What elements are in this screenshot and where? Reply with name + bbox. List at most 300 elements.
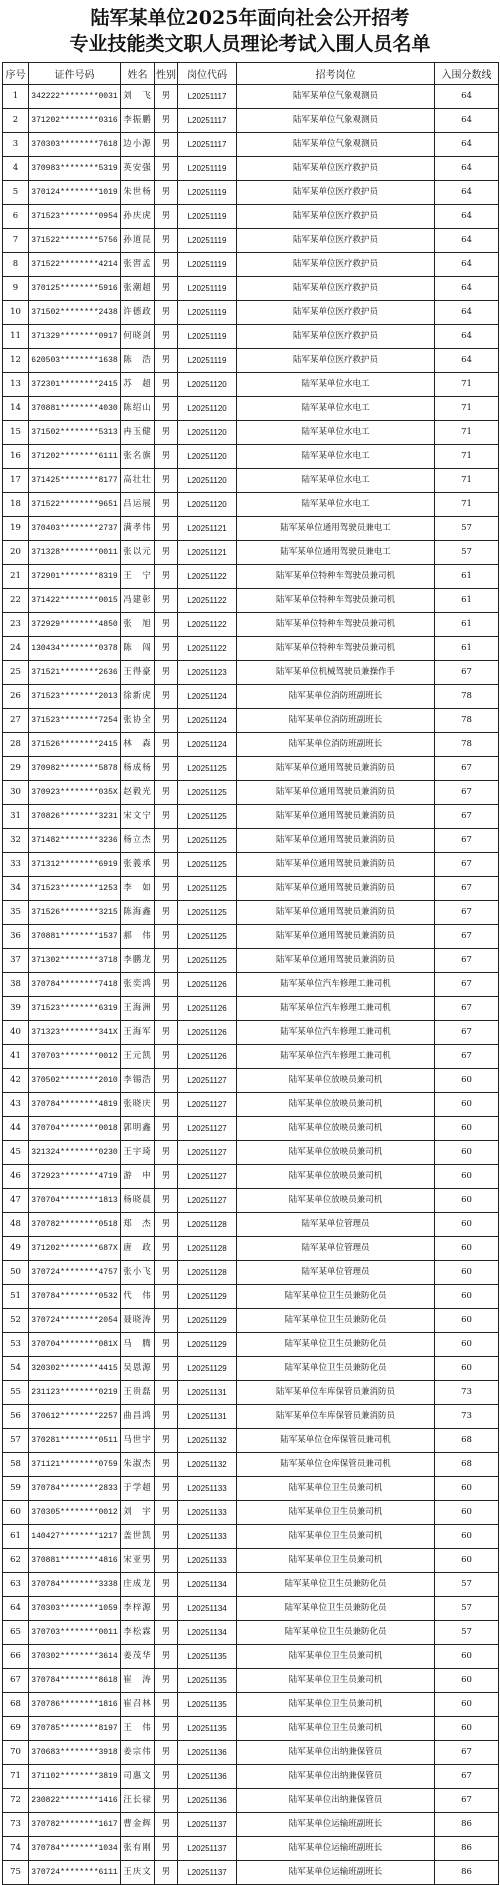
cell-post-code: L20251129 — [178, 1357, 237, 1381]
cell-index: 72 — [3, 1789, 29, 1813]
cell-name: 崔 涛 — [121, 1669, 155, 1693]
cell-post-code: L20251122 — [178, 613, 237, 637]
table-row — [3, 1765, 499, 1789]
table-row — [3, 133, 499, 157]
cell-post: 陆军某单位医疗救护员 — [237, 205, 435, 229]
cell-score-line: 67 — [435, 1765, 499, 1789]
cell-post: 陆军某单位水电工 — [237, 397, 435, 421]
cell-index: 58 — [3, 1453, 29, 1477]
cell-name: 张晓庆 — [121, 1093, 155, 1117]
cell-post-code: L20251137 — [178, 1837, 237, 1861]
cell-index: 31 — [3, 805, 29, 829]
cell-name: 王海洲 — [121, 997, 155, 1021]
cell-gender: 男 — [155, 277, 178, 301]
cell-gender: 男 — [155, 1813, 178, 1837]
cell-name: 陈 浩 — [121, 349, 155, 373]
cell-index: 41 — [3, 1045, 29, 1069]
cell-score-line: 73 — [435, 1381, 499, 1405]
cell-id-number: 370124********1019 — [29, 181, 121, 205]
cell-index: 64 — [3, 1597, 29, 1621]
cell-id-number: 370502********2010 — [29, 1069, 121, 1093]
cell-post-code: L20251122 — [178, 589, 237, 613]
cell-score-line: 61 — [435, 613, 499, 637]
cell-post: 陆军某单位卫生员兼防化员 — [237, 1621, 435, 1645]
table-row — [3, 1645, 499, 1669]
cell-post: 陆军某单位特种车驾驶员兼司机 — [237, 565, 435, 589]
cell-post-code: L20251120 — [178, 493, 237, 517]
cell-id-number: 370784********2833 — [29, 1477, 121, 1501]
cell-post: 陆军某单位卫生员兼防化员 — [237, 1309, 435, 1333]
cell-post-code: L20251134 — [178, 1573, 237, 1597]
cell-name: 边小源 — [121, 133, 155, 157]
cell-id-number: 370305********0012 — [29, 1501, 121, 1525]
cell-post: 陆军某单位汽车修理工兼司机 — [237, 973, 435, 997]
cell-id-number: 371523********1253 — [29, 877, 121, 901]
cell-gender: 男 — [155, 1405, 178, 1429]
cell-index: 44 — [3, 1117, 29, 1141]
cell-id-number: 140427********1217 — [29, 1525, 121, 1549]
table-row — [3, 973, 499, 997]
cell-score-line: 67 — [435, 901, 499, 925]
candidate-table — [2, 62, 499, 1885]
cell-post-code: L20251124 — [178, 685, 237, 709]
cell-name: 李鹏龙 — [121, 949, 155, 973]
cell-gender: 男 — [155, 1453, 178, 1477]
cell-post: 陆军某单位运输班副班长 — [237, 1813, 435, 1837]
cell-post-code: L20251125 — [178, 781, 237, 805]
cell-post-code: L20251126 — [178, 997, 237, 1021]
cell-post-code: L20251128 — [178, 1237, 237, 1261]
cell-name: 高壮壮 — [121, 469, 155, 493]
cell-name: 杨成杨 — [121, 757, 155, 781]
cell-post: 陆军某单位医疗救护员 — [237, 301, 435, 325]
table-row — [3, 181, 499, 205]
cell-id-number: 371202********687X — [29, 1237, 121, 1261]
cell-id-number: 371121********0759 — [29, 1453, 121, 1477]
cell-index: 75 — [3, 1861, 29, 1885]
cell-post-code: L20251132 — [178, 1429, 237, 1453]
cell-id-number: 370403********2737 — [29, 517, 121, 541]
cell-post-code: L20251122 — [178, 565, 237, 589]
cell-gender: 男 — [155, 373, 178, 397]
cell-gender: 男 — [155, 205, 178, 229]
cell-name: 张小飞 — [121, 1261, 155, 1285]
table-row — [3, 1237, 499, 1261]
cell-gender: 男 — [155, 1861, 178, 1885]
cell-post: 陆军某单位机械驾驶员兼操作手 — [237, 661, 435, 685]
cell-id-number: 370782********0518 — [29, 1213, 121, 1237]
cell-id-number: 372929********4850 — [29, 613, 121, 637]
cell-gender: 男 — [155, 1021, 178, 1045]
cell-name: 李锡浩 — [121, 1069, 155, 1093]
cell-id-number: 371102********3819 — [29, 1765, 121, 1789]
cell-index: 35 — [3, 901, 29, 925]
cell-id-number: 230822********1416 — [29, 1789, 121, 1813]
cell-score-line: 64 — [435, 277, 499, 301]
table-row — [3, 1453, 499, 1477]
cell-name: 苏 超 — [121, 373, 155, 397]
cell-name: 李梓源 — [121, 1597, 155, 1621]
cell-id-number: 370784********1034 — [29, 1837, 121, 1861]
cell-post: 陆军某单位车库保管员兼消防员 — [237, 1381, 435, 1405]
cell-post-code: L20251120 — [178, 445, 237, 469]
cell-gender: 男 — [155, 685, 178, 709]
cell-name: 王 宁 — [121, 565, 155, 589]
cell-score-line: 86 — [435, 1813, 499, 1837]
cell-index: 66 — [3, 1645, 29, 1669]
cell-name: 姜茂华 — [121, 1645, 155, 1669]
cell-gender: 男 — [155, 1237, 178, 1261]
table-row — [3, 613, 499, 637]
table-row — [3, 1213, 499, 1237]
cell-post-code: L20251125 — [178, 901, 237, 925]
table-row — [3, 1165, 499, 1189]
cell-name: 王贵磊 — [121, 1381, 155, 1405]
cell-name: 张以元 — [121, 541, 155, 565]
cell-name: 陈绍山 — [121, 397, 155, 421]
cell-index: 68 — [3, 1693, 29, 1717]
cell-index: 27 — [3, 709, 29, 733]
cell-index: 36 — [3, 925, 29, 949]
cell-index: 14 — [3, 397, 29, 421]
cell-id-number: 370704********1813 — [29, 1189, 121, 1213]
table-row — [3, 1429, 499, 1453]
cell-gender: 男 — [155, 421, 178, 445]
title-line-1: 陆军某单位2025年面向社会公开招考 — [90, 7, 410, 29]
table-row — [3, 541, 499, 565]
cell-post: 陆军某单位卫生员兼司机 — [237, 1645, 435, 1669]
cell-score-line: 71 — [435, 493, 499, 517]
cell-post-code: L20251124 — [178, 709, 237, 733]
cell-id-number: 370683********3918 — [29, 1741, 121, 1765]
table-row — [3, 997, 499, 1021]
cell-id-number: 370704********081X — [29, 1333, 121, 1357]
cell-post-code: L20251129 — [178, 1309, 237, 1333]
cell-index: 28 — [3, 733, 29, 757]
cell-score-line: 71 — [435, 421, 499, 445]
cell-score-line: 60 — [435, 1261, 499, 1285]
cell-name: 马 腾 — [121, 1333, 155, 1357]
header-score-line: 入围分数线 — [435, 63, 499, 85]
cell-index: 54 — [3, 1357, 29, 1381]
cell-post: 陆军某单位通用驾驶员兼电工 — [237, 517, 435, 541]
cell-gender: 男 — [155, 1357, 178, 1381]
cell-name: 马世宇 — [121, 1429, 155, 1453]
cell-score-line: 73 — [435, 1405, 499, 1429]
cell-index: 59 — [3, 1477, 29, 1501]
cell-post: 陆军某单位卫生员兼防化员 — [237, 1597, 435, 1621]
cell-post-code: L20251127 — [178, 1189, 237, 1213]
cell-post: 陆军某单位通用驾驶员兼消防员 — [237, 949, 435, 973]
cell-gender: 男 — [155, 1765, 178, 1789]
table-row — [3, 373, 499, 397]
cell-score-line: 57 — [435, 517, 499, 541]
cell-score-line: 67 — [435, 877, 499, 901]
table-row — [3, 1069, 499, 1093]
cell-gender: 男 — [155, 253, 178, 277]
cell-name: 朱世杨 — [121, 181, 155, 205]
cell-gender: 男 — [155, 997, 178, 1021]
cell-gender: 男 — [155, 901, 178, 925]
cell-score-line: 60 — [435, 1333, 499, 1357]
cell-post: 陆军某单位气象观测员 — [237, 85, 435, 109]
cell-post-code: L20251134 — [178, 1621, 237, 1645]
cell-gender: 男 — [155, 925, 178, 949]
cell-name: 徐新虎 — [121, 685, 155, 709]
table-row — [3, 325, 499, 349]
cell-post-code: L20251125 — [178, 925, 237, 949]
cell-gender: 男 — [155, 1573, 178, 1597]
cell-id-number: 371202********0316 — [29, 109, 121, 133]
cell-score-line: 67 — [435, 829, 499, 853]
cell-score-line: 64 — [435, 349, 499, 373]
cell-post: 陆军某单位水电工 — [237, 469, 435, 493]
cell-post: 陆军某单位出纳兼保管员 — [237, 1789, 435, 1813]
cell-post: 陆军某单位水电工 — [237, 421, 435, 445]
cell-score-line: 64 — [435, 85, 499, 109]
cell-id-number: 371522********5756 — [29, 229, 121, 253]
cell-index: 22 — [3, 589, 29, 613]
cell-score-line: 86 — [435, 1861, 499, 1885]
cell-post: 陆军某单位出纳兼保管员 — [237, 1765, 435, 1789]
cell-post: 陆军某单位消防班副班长 — [237, 709, 435, 733]
table-row — [3, 1021, 499, 1045]
cell-index: 60 — [3, 1501, 29, 1525]
cell-name: 曹金辉 — [121, 1813, 155, 1837]
table-row — [3, 349, 499, 373]
cell-name: 崔召林 — [121, 1693, 155, 1717]
table-row — [3, 1597, 499, 1621]
cell-name: 司惠文 — [121, 1765, 155, 1789]
cell-id-number: 371329********0917 — [29, 325, 121, 349]
cell-post-code: L20251135 — [178, 1669, 237, 1693]
cell-gender: 男 — [155, 1789, 178, 1813]
cell-post: 陆军某单位放映员兼司机 — [237, 1165, 435, 1189]
cell-post-code: L20251119 — [178, 349, 237, 373]
cell-score-line: 64 — [435, 229, 499, 253]
cell-score-line: 64 — [435, 325, 499, 349]
cell-name: 张名旗 — [121, 445, 155, 469]
cell-name: 孙庆虎 — [121, 205, 155, 229]
cell-score-line: 57 — [435, 541, 499, 565]
cell-score-line: 67 — [435, 805, 499, 829]
cell-id-number: 370784********8618 — [29, 1669, 121, 1693]
cell-id-number: 130434********0378 — [29, 637, 121, 661]
cell-name: 陈 闯 — [121, 637, 155, 661]
table-row — [3, 1261, 499, 1285]
cell-index: 65 — [3, 1621, 29, 1645]
table-row — [3, 277, 499, 301]
cell-post-code: L20251120 — [178, 469, 237, 493]
cell-name: 王元凯 — [121, 1045, 155, 1069]
cell-gender: 男 — [155, 1477, 178, 1501]
cell-id-number: 371521********2636 — [29, 661, 121, 685]
cell-post-code: L20251121 — [178, 541, 237, 565]
cell-id-number: 370703********0012 — [29, 1045, 121, 1069]
cell-gender: 男 — [155, 1333, 178, 1357]
cell-post-code: L20251119 — [178, 301, 237, 325]
cell-index: 43 — [3, 1093, 29, 1117]
cell-post-code: L20251136 — [178, 1765, 237, 1789]
cell-score-line: 60 — [435, 1093, 499, 1117]
cell-score-line: 67 — [435, 997, 499, 1021]
cell-id-number: 370784********3338 — [29, 1573, 121, 1597]
cell-name: 姜宗伟 — [121, 1741, 155, 1765]
header-post: 招考岗位 — [237, 63, 435, 85]
cell-post: 陆军某单位汽车修理工兼司机 — [237, 997, 435, 1021]
cell-post: 陆军某单位通用驾驶员兼消防员 — [237, 925, 435, 949]
cell-post: 陆军某单位医疗救护员 — [237, 181, 435, 205]
cell-post: 陆军某单位车库保管员兼消防员 — [237, 1405, 435, 1429]
cell-name: 聂晓涛 — [121, 1309, 155, 1333]
cell-post-code: L20251129 — [178, 1333, 237, 1357]
cell-id-number: 371522********4214 — [29, 253, 121, 277]
cell-name: 王得豪 — [121, 661, 155, 685]
cell-index: 47 — [3, 1189, 29, 1213]
cell-post: 陆军某单位放映员兼司机 — [237, 1069, 435, 1093]
cell-score-line: 60 — [435, 1237, 499, 1261]
cell-post-code: L20251133 — [178, 1525, 237, 1549]
cell-id-number: 371523********0954 — [29, 205, 121, 229]
cell-id-number: 371522********9651 — [29, 493, 121, 517]
cell-post-code: L20251127 — [178, 1165, 237, 1189]
cell-post-code: L20251125 — [178, 805, 237, 829]
table-row — [3, 301, 499, 325]
cell-name: 张義承 — [121, 853, 155, 877]
cell-index: 19 — [3, 517, 29, 541]
cell-score-line: 60 — [435, 1357, 499, 1381]
table-row — [3, 157, 499, 181]
cell-post: 陆军某单位管理员 — [237, 1261, 435, 1285]
cell-post: 陆军某单位通用驾驶员兼消防员 — [237, 781, 435, 805]
cell-id-number: 370704********0018 — [29, 1117, 121, 1141]
cell-score-line: 64 — [435, 133, 499, 157]
cell-post: 陆军某单位卫生员兼防化员 — [237, 1573, 435, 1597]
cell-post-code: L20251136 — [178, 1789, 237, 1813]
cell-post: 陆军某单位消防班副班长 — [237, 685, 435, 709]
cell-post: 陆军某单位消防班副班长 — [237, 733, 435, 757]
cell-post-code: L20251122 — [178, 637, 237, 661]
cell-id-number: 370612********2257 — [29, 1405, 121, 1429]
table-row — [3, 1573, 499, 1597]
cell-name: 宋亚男 — [121, 1549, 155, 1573]
cell-score-line: 67 — [435, 1045, 499, 1069]
cell-index: 18 — [3, 493, 29, 517]
title-line-2: 专业技能类文职人员理论考试入围人员名单 — [69, 33, 431, 55]
cell-post-code: L20251135 — [178, 1645, 237, 1669]
cell-score-line: 71 — [435, 469, 499, 493]
cell-id-number: 371502********5313 — [29, 421, 121, 445]
cell-gender: 男 — [155, 493, 178, 517]
cell-gender: 男 — [155, 1429, 178, 1453]
cell-post: 陆军某单位通用驾驶员兼消防员 — [237, 901, 435, 925]
cell-post-code: L20251129 — [178, 1285, 237, 1309]
cell-post: 陆军某单位卫生员兼司机 — [237, 1501, 435, 1525]
table-row — [3, 1405, 499, 1429]
cell-name: 吴恩源 — [121, 1357, 155, 1381]
cell-name: 吕运展 — [121, 493, 155, 517]
table-row — [3, 925, 499, 949]
cell-post-code: L20251128 — [178, 1261, 237, 1285]
cell-post: 陆军某单位特种车驾驶员兼司机 — [237, 613, 435, 637]
cell-id-number: 371323********341X — [29, 1021, 121, 1045]
cell-post-code: L20251119 — [178, 325, 237, 349]
cell-id-number: 370784********0532 — [29, 1285, 121, 1309]
cell-id-number: 371328********0011 — [29, 541, 121, 565]
cell-gender: 男 — [155, 733, 178, 757]
table-row — [3, 1093, 499, 1117]
cell-index: 48 — [3, 1213, 29, 1237]
cell-id-number: 371422********0015 — [29, 589, 121, 613]
cell-post-code: L20251120 — [178, 397, 237, 421]
cell-gender: 男 — [155, 349, 178, 373]
cell-id-number: 371302********3718 — [29, 949, 121, 973]
cell-score-line: 60 — [435, 1477, 499, 1501]
cell-name: 李松霖 — [121, 1621, 155, 1645]
table-row — [3, 661, 499, 685]
cell-score-line: 60 — [435, 1669, 499, 1693]
cell-post: 陆军某单位仓库保管员兼司机 — [237, 1453, 435, 1477]
cell-post: 陆军某单位医疗救护员 — [237, 229, 435, 253]
cell-gender: 男 — [155, 805, 178, 829]
table-row — [3, 109, 499, 133]
cell-name: 张 旭 — [121, 613, 155, 637]
table-row — [3, 589, 499, 613]
cell-id-number: 371482********3236 — [29, 829, 121, 853]
cell-gender: 男 — [155, 1093, 178, 1117]
cell-id-number: 371526********3215 — [29, 901, 121, 925]
cell-gender: 男 — [155, 1741, 178, 1765]
table-row — [3, 1357, 499, 1381]
cell-index: 74 — [3, 1837, 29, 1861]
cell-index: 12 — [3, 349, 29, 373]
cell-index: 39 — [3, 997, 29, 1021]
cell-name: 英安强 — [121, 157, 155, 181]
cell-post-code: L20251135 — [178, 1717, 237, 1741]
cell-id-number: 370303********7618 — [29, 133, 121, 157]
cell-score-line: 67 — [435, 1741, 499, 1765]
table-row — [3, 757, 499, 781]
cell-post: 陆军某单位放映员兼司机 — [237, 1117, 435, 1141]
table-row — [3, 205, 499, 229]
cell-post-code: L20251132 — [178, 1453, 237, 1477]
cell-name: 王 伟 — [121, 1717, 155, 1741]
cell-id-number: 370982********5878 — [29, 757, 121, 781]
table-row — [3, 1381, 499, 1405]
cell-gender: 男 — [155, 1069, 178, 1093]
cell-gender: 男 — [155, 1597, 178, 1621]
cell-gender: 男 — [155, 973, 178, 997]
table-row — [3, 805, 499, 829]
cell-post: 陆军某单位医疗救护员 — [237, 325, 435, 349]
cell-gender: 男 — [155, 1261, 178, 1285]
cell-id-number: 371523********7254 — [29, 709, 121, 733]
cell-name: 王海军 — [121, 1021, 155, 1045]
cell-gender: 男 — [155, 565, 178, 589]
cell-post-code: L20251119 — [178, 181, 237, 205]
cell-post: 陆军某单位医疗救护员 — [237, 277, 435, 301]
cell-post: 陆军某单位管理员 — [237, 1237, 435, 1261]
cell-name: 李振鹏 — [121, 109, 155, 133]
cell-score-line: 67 — [435, 1021, 499, 1045]
cell-name: 何晓剑 — [121, 325, 155, 349]
cell-id-number: 370703********0011 — [29, 1621, 121, 1645]
cell-id-number: 370784********4819 — [29, 1093, 121, 1117]
cell-post-code: L20251117 — [178, 109, 237, 133]
cell-post: 陆军某单位汽车修理工兼司机 — [237, 1045, 435, 1069]
cell-name: 张奕鸿 — [121, 973, 155, 997]
cell-index: 25 — [3, 661, 29, 685]
